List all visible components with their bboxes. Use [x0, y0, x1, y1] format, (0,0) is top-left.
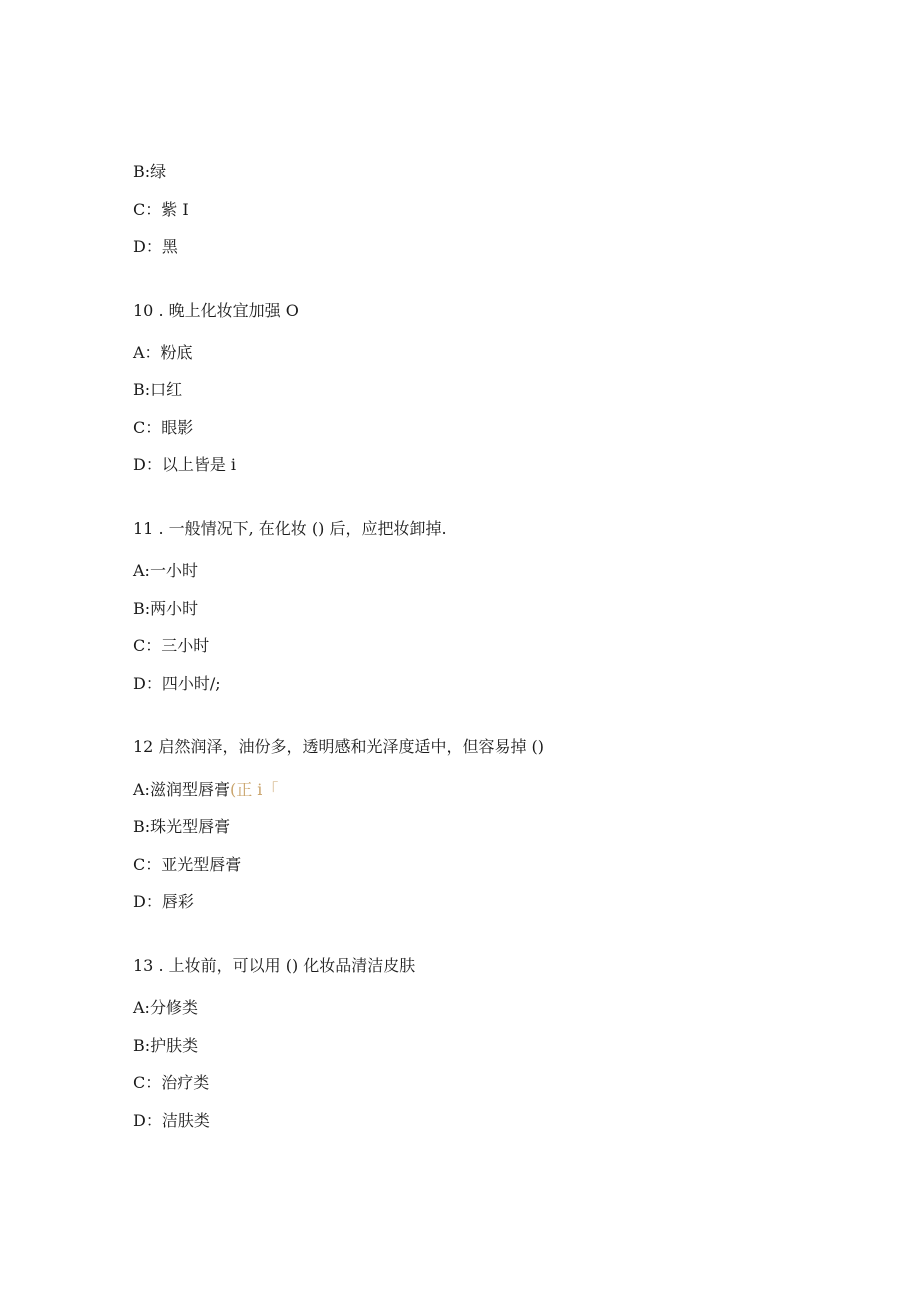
q11-option-a: A:一小时: [133, 561, 198, 580]
q9-option-c: C：紫 I: [133, 200, 189, 219]
q10-option-c: C：眼影: [133, 418, 194, 437]
q11-option-d: D：四小时/;: [133, 674, 221, 693]
q12-option-b: B:珠光型唇膏: [133, 817, 231, 836]
q9-option-d: D：黑: [133, 237, 178, 256]
q13-option-a: A:分修类: [133, 998, 198, 1017]
q12-option-a: [133, 780, 278, 800]
q12-option-c: C：亚光型唇膏: [133, 855, 242, 874]
q10-option-b: B:口红: [133, 380, 183, 399]
q11-option-b: B:两小时: [133, 599, 199, 618]
q11-option-c: C：三小时: [133, 636, 210, 655]
q13-option-b: B:护肤类: [133, 1036, 199, 1055]
q12-stem: 12 启然润泽，油份多，透明感和光泽度适中，但容易掉 (): [133, 737, 545, 756]
q9-option-b: B:绿: [133, 162, 167, 181]
q12-option-a-mark: (正 i「: [229, 780, 279, 799]
q13-option-d: D：洁肤类: [133, 1111, 210, 1130]
q13-stem: 13 . 上妆前，可以用 () 化妆品清洁皮肤: [133, 956, 416, 975]
q13-option-c: C：治疗类: [133, 1073, 210, 1092]
q12-option-d: D：唇彩: [133, 892, 194, 911]
q11-stem: 11 . 一般情况下, 在化妆 () 后，应把妆卸掉.: [133, 519, 447, 538]
q12-option-a-label: A:滋润型唇膏: [133, 780, 230, 799]
q10-option-d: D：以上皆是 i: [133, 455, 237, 474]
q10-option-a: A：粉底: [133, 343, 193, 362]
q10-stem: 10 . 晚上化妆宜加强 O: [133, 301, 299, 320]
